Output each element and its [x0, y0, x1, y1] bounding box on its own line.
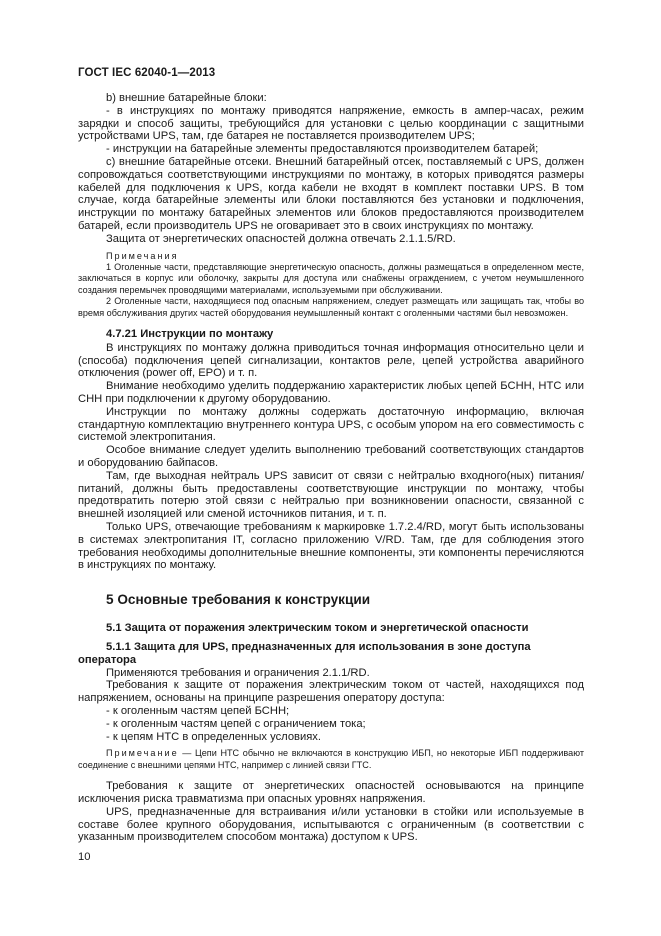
- paragraph: В инструкциях по монтажу должна приводиться точная информация относительно цели и (способа) подключения цепей сигнализации, контактов реле, цепей устройства аварийного отключения (power off, EPO) и т. п.: [78, 341, 584, 380]
- document-header: ГОСТ IEC 62040-1—2013: [78, 67, 216, 79]
- paragraph: Внимание необходимо уделить поддержанию характеристик любых цепей БСНН, НТС или СНН при подключении к другому оборудованию.: [78, 380, 584, 405]
- paragraph: Особое внимание следует уделить выполнению требований соответствующих стандартов и оборудованию байпасов.: [78, 444, 584, 469]
- paragraph: - в инструкциях по монтажу приводятся напряжение, емкость в ампер-часах, режим зарядки и способ защиты, требующийся для установки с целью координации с защитными устройствами UPS, там, где батарея не поставляется производителем UPS;: [78, 104, 584, 143]
- note-item: [78, 748, 584, 771]
- note-item: 2 Оголенные части, находящиеся под опасным напряжением, следует размещать или защищать так, чтобы во время обслуживания других частей оборудования неумышленный контакт с оголенными частями был невозможен.: [78, 296, 584, 318]
- list-item: - к оголенным частям цепей БСНН;: [106, 704, 290, 717]
- paragraph: Требования к защите от энергетических опасностей основываются на принципе исключения риска травматизма при опасных уровнях напряжения.: [78, 780, 584, 805]
- section-heading-5-1-1: 5.1.1 Защита для UPS, предназначенных для использования в зоне доступа оператора: [78, 640, 531, 666]
- paragraph: Применяются требования и ограничения 2.1.1/RD.: [106, 666, 370, 679]
- section-heading-5: 5 Основные требования к конструкции: [106, 592, 371, 608]
- list-item: - к цепям НТС в определенных условиях.: [106, 730, 322, 743]
- paragraph: - инструкции на батарейные элементы предоставляются производителем батарей;: [106, 143, 539, 156]
- document-body: [78, 92, 584, 844]
- note-item: 1 Оголенные части, представляющие энергетическую опасность, должны размещаться в определенном месте, заключаться в корпус или оболочку, закрыты для доступа или снабжены ограждением, с учетом неумышленного создания перемычек проводящими материалами, используемыми при обслуживании.: [78, 261, 584, 295]
- note-text: — Цепи НТС обычно не включаются в конструкцию ИБП, но некоторые ИБП поддерживают соединение с внешними цепями НТС, например с линией связи ГТС.: [78, 748, 584, 770]
- paragraph: b) внешние батарейные блоки:: [106, 92, 267, 104]
- paragraph: Требования к защите от поражения электрическим током от частей, находящихся под напряжением, основаны на принципе разрешения оператору доступа:: [78, 679, 584, 705]
- page-number: 10: [78, 851, 91, 863]
- paragraph: Инструкции по монтажу должны содержать достаточную информацию, включая стандартную комплектацию внутреннего контура UPS, с особым упором на его совместимость с системой электропитания.: [78, 405, 584, 444]
- paragraph: UPS, предназначенные для встраивания и/или установки в стойки или используемые в составе более крупного оборудования, испытываются с ограниченным (в соответствии с указанным производителем способом монтажа) доступом к UPS.: [78, 805, 584, 844]
- paragraph: Защита от энергетических опасностей должна отвечать 2.1.1.5/RD.: [106, 232, 456, 245]
- list-item: - к оголенным частям цепей с ограничением тока;: [106, 717, 366, 730]
- note-label: Примечание: [106, 748, 179, 759]
- paragraph: с) внешние батарейные отсеки. Внешний батарейный отсек, поставляемый с UPS, должен сопровождаться соответствующими инструкциями по монтажу, в которых приводятся размеры кабелей для подключения к UPS, когда кабели не входят в комплект поставки UPS. В том случае, когда батарейные элементы или блоки поставляются без установки и подключения, инструкции по монтажу батарейных элементов или блоков предоставляются производителем батарей, если производитель UPS не оговаривает это в своих инструкциях по монтажу.: [78, 155, 584, 232]
- notes-heading: Примечания: [106, 250, 179, 261]
- paragraph: Только UPS, отвечающие требованиям к маркировке 1.7.2.4/RD, могут быть использованы в системах электропитания IT, согласно приложению V/RD. Там, где для соблюдения этого требования необходимы дополнительные внешние компоненты, эти компоненты перечисляются в инструкциях по монтажу.: [78, 520, 584, 572]
- paragraph: Там, где выходная нейтраль UPS зависит от связи с нейтралью входного(ных) питания/питаний, должны быть предоставлены соответствующие инструкции по монтажу, чтобы предотвратить потерю этой связи с нейтралью при возникновении опасности, связанной с внешней изоляцией или сменой источников питания, и т. п.: [78, 469, 584, 521]
- section-heading-5-1: 5.1 Защита от поражения электрическим током и энергетической опасности: [106, 622, 529, 635]
- section-heading-4-7-21: 4.7.21 Инструкции по монтажу: [106, 328, 274, 340]
